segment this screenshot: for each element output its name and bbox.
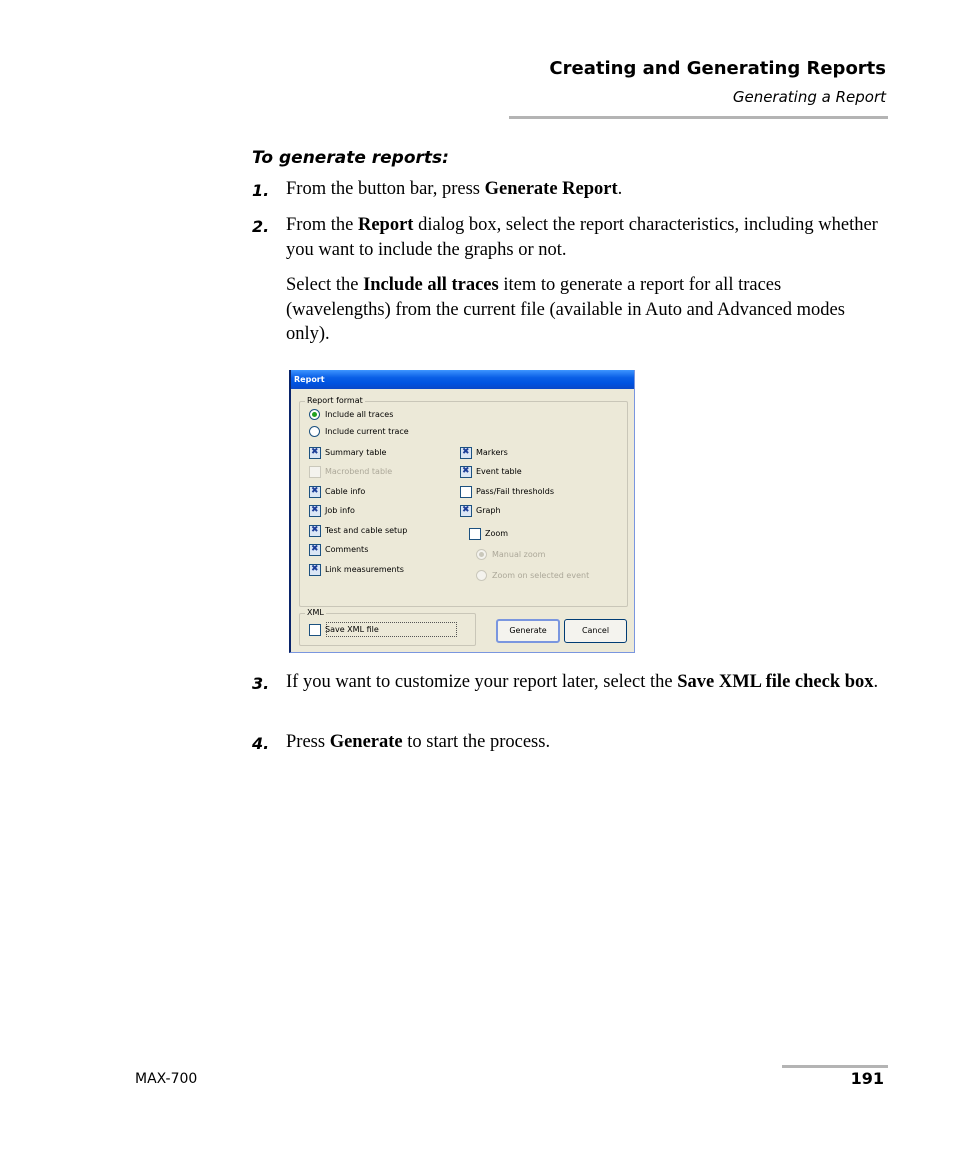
option-label: Manual zoom — [492, 550, 546, 559]
running-header-subtitle: Generating a Report — [732, 88, 886, 106]
option-label: Comments — [325, 545, 369, 554]
option-label: Event table — [476, 467, 522, 476]
dialog-titlebar — [291, 370, 634, 389]
checkbox-checked-icon — [460, 447, 472, 459]
product-name: MAX-700 — [135, 1071, 198, 1087]
option-label: Markers — [476, 448, 508, 457]
option-label: Link measurements — [325, 565, 404, 574]
footer-divider — [782, 1065, 888, 1068]
checkbox-checked-icon — [460, 505, 472, 517]
checkbox-icon — [309, 466, 321, 478]
checkbox-icon — [309, 624, 321, 636]
checkbox-icon — [469, 528, 481, 540]
option-label: Macrobend table — [325, 467, 393, 476]
page-number: 191 — [850, 1069, 884, 1088]
option-label: Graph — [476, 506, 501, 515]
checkbox-checked-icon — [309, 447, 321, 459]
step-number: 4. — [252, 734, 270, 753]
checkbox-checked-icon — [309, 525, 321, 537]
radio-selected-icon — [309, 409, 320, 420]
step-note: Select the Include all traces item to generate a report for all traces (wavelengths) from the current file (available in Auto and Advanced modes only). — [286, 275, 845, 344]
option-label: Pass/Fail thresholds — [476, 487, 554, 496]
cancel-button[interactable]: Cancel — [564, 619, 627, 643]
option-label: Job info — [325, 506, 355, 515]
option-label: Zoom — [485, 529, 509, 538]
checkbox-icon — [460, 486, 472, 498]
checkbox-checked-icon — [309, 564, 321, 576]
bold-term: Save XML file check box — [677, 672, 874, 692]
step-number: 3. — [252, 674, 270, 693]
step-number: 2. — [252, 217, 270, 236]
bold-term: Generate Report — [484, 179, 618, 199]
step-text: Press Generate to start the process. — [286, 732, 551, 752]
option-label: Zoom on selected event — [492, 571, 590, 580]
option-label: Summary table — [325, 448, 387, 457]
step-number: 1. — [252, 181, 270, 200]
bold-term: Include all traces — [363, 275, 499, 295]
radio-selected-icon — [476, 549, 487, 560]
report-dialog — [289, 370, 635, 653]
radio-icon — [476, 570, 487, 581]
checkbox-checked-icon — [309, 544, 321, 556]
report-format-legend: Report format — [307, 396, 363, 405]
xml-legend: XML — [307, 608, 324, 617]
checkbox-checked-icon — [309, 505, 321, 517]
bold-term: Generate — [329, 732, 403, 752]
checkbox-checked-icon — [460, 466, 472, 478]
option-label: Test and cable setup — [325, 526, 408, 535]
step-text: From the Report dialog box, select the report characteristics, including whether you want to include the graphs or not. — [286, 215, 878, 260]
radio-icon — [309, 426, 320, 437]
option-label: Include current trace — [325, 427, 409, 436]
step-text: If you want to customize your report later, select the Save XML file check box. — [286, 672, 879, 692]
checkbox-checked-icon — [309, 486, 321, 498]
procedure-title: To generate reports: — [252, 148, 449, 168]
generate-button[interactable]: Generate — [496, 619, 560, 643]
option-label: Include all traces — [325, 410, 394, 419]
step-text: From the button bar, press Generate Report. — [286, 179, 623, 199]
option-label: Save XML file — [325, 625, 379, 634]
dialog-title: Report — [294, 375, 325, 384]
header-divider — [509, 116, 888, 119]
bold-term: Report — [357, 215, 414, 235]
running-header-title: Creating and Generating Reports — [549, 58, 886, 79]
option-label: Cable info — [325, 487, 366, 496]
